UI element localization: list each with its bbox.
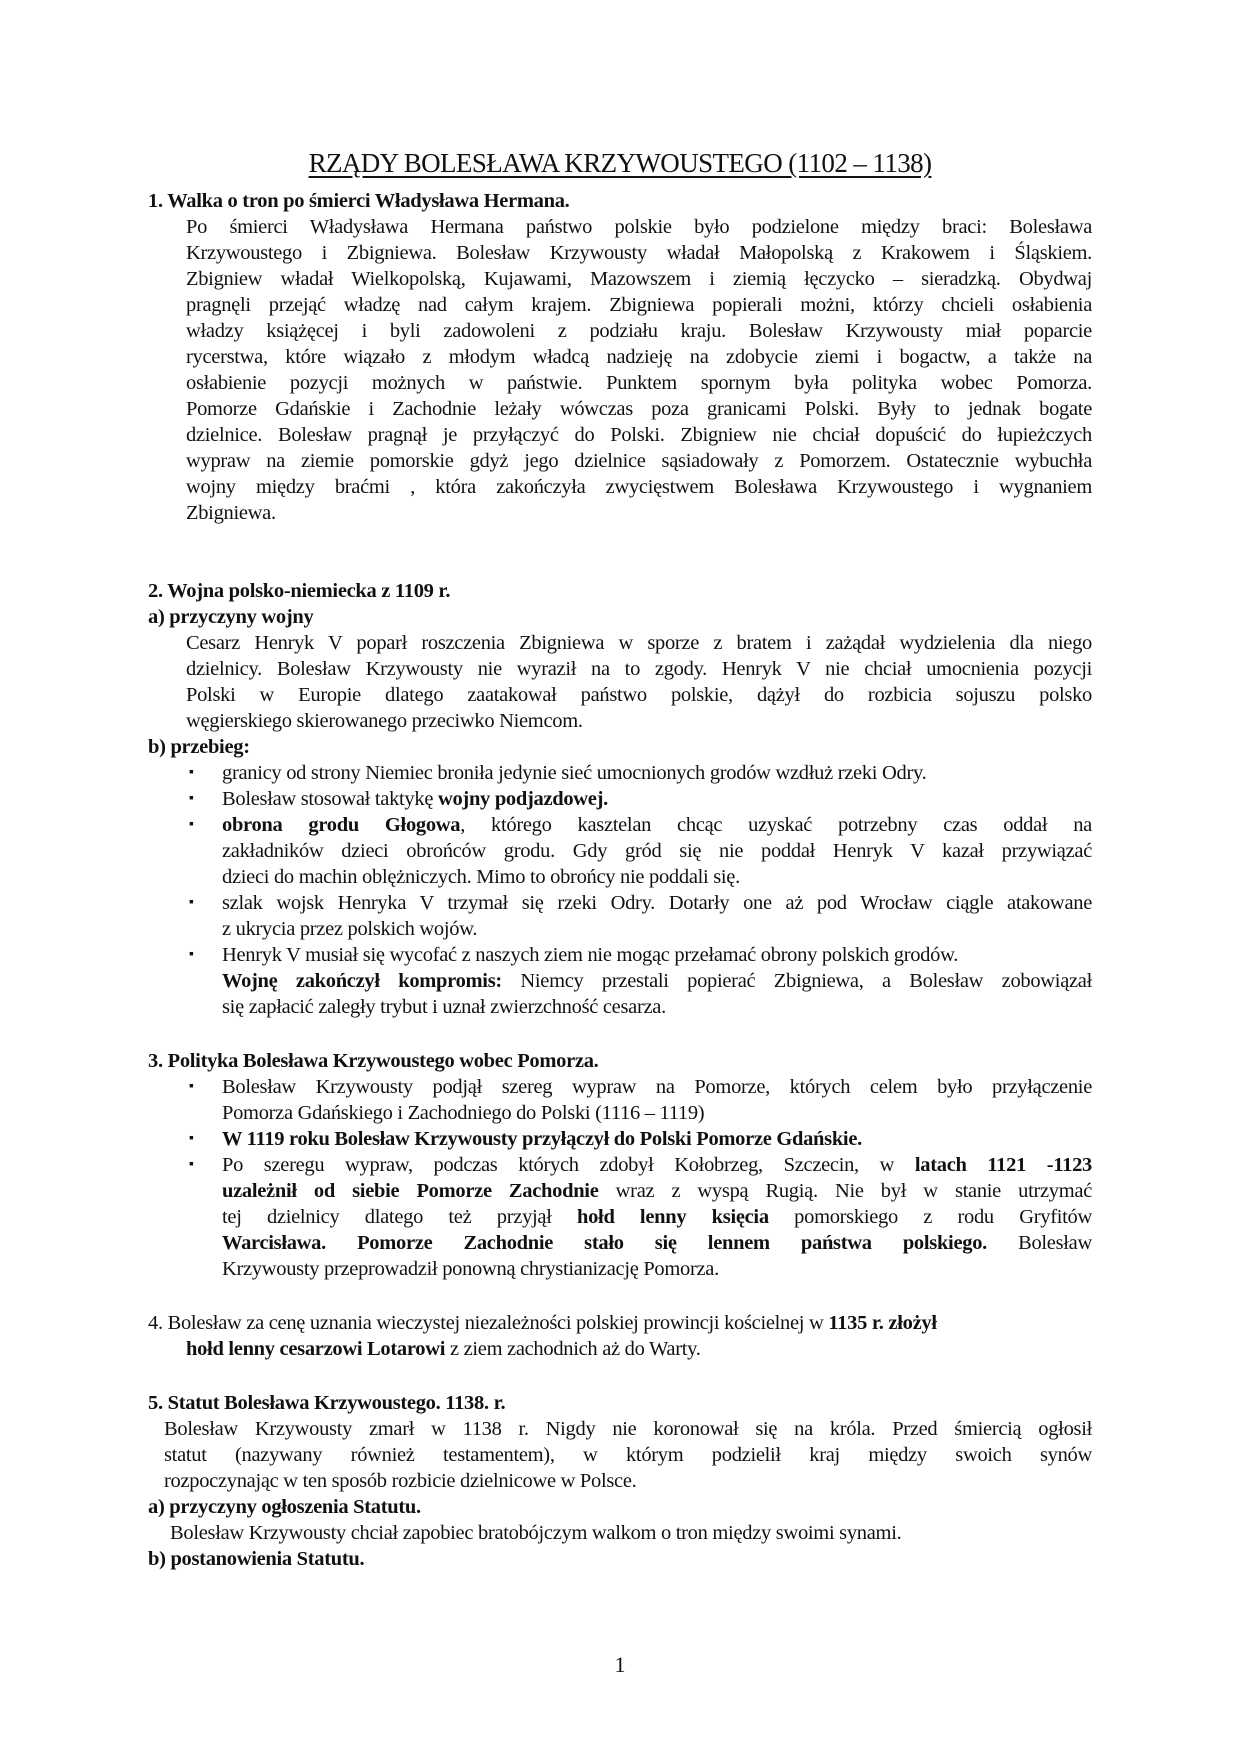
bullet-icon: ▪ (189, 895, 194, 910)
paragraph-line: Zbigniewa. (186, 502, 276, 524)
section-2-heading: 2. Wojna polsko-niemiecka z 1109 r. (148, 580, 451, 602)
bullet-line: Henryk V musiał się wycofać z naszych ziem nie mogąc przełamać obrony polskich grodów. (222, 944, 959, 966)
paragraph-line: Krzywoustego i Zbigniewa. Bolesław Krzywousty władał Małopolską z Krakowem i Śląskiem. (186, 242, 1092, 264)
bullet-line: Po szeregu wypraw, podczas których zdobył Kołobrzeg, Szczecin, w latach 1121 -1123 (222, 1154, 1092, 1176)
section-1-heading: 1. Walka o tron po śmierci Władysława Hermana. (148, 190, 570, 212)
bullet-line: Krzywousty przeprowadził ponowną chrystianizację Pomorza. (222, 1258, 719, 1280)
subheading-b: b) postanowienia Statutu. (148, 1548, 365, 1570)
paragraph-line: dzielnicy. Bolesław Krzywousty nie wyraził na to zgody. Henryk V nie chciał umocnienia pozycji (186, 658, 1092, 680)
bullet-line: Bolesław Krzywousty podjął szereg wypraw na Pomorze, których celem było przyłączenie (222, 1076, 1092, 1098)
bullet-icon: ▪ (189, 817, 194, 832)
subheading-a: a) przyczyny wojny (148, 606, 314, 628)
bullet-icon: ▪ (189, 1157, 194, 1172)
paragraph-line: Pomorze Gdańskie i Zachodnie leżały wówczas poza granicami Polski. Były to jednak bogate (186, 398, 1092, 420)
bullet-icon: ▪ (189, 765, 194, 780)
bullet-line: zakładników dzieci obrońców grodu. Gdy gród się nie poddał Henryk V kazał przywiązać (222, 840, 1092, 862)
section-4-line: hołd lenny cesarzowi Lotarowi z ziem zachodnich aż do Warty. (186, 1338, 701, 1360)
bullet-icon: ▪ (189, 791, 194, 806)
paragraph-line: statut (nazywany również testamentem), w którym podzielił kraj między swoich synów (164, 1444, 1092, 1466)
bullet-line: się zapłacić zaległy trybut i uznał zwierzchność cesarza. (222, 996, 666, 1018)
bullet-line: Wojnę zakończył kompromis: Niemcy przestali popierać Zbigniewa, a Bolesław zobowiązał (222, 970, 1092, 992)
paragraph-line: pragnęli przejąć władzę nad całym krajem. Zbigniewa popierali możni, którzy chcieli osłabienia (186, 294, 1092, 316)
subheading-a: a) przyczyny ogłoszenia Statutu. (148, 1496, 421, 1518)
paragraph-line: dzielnice. Bolesław pragnął je przyłączyć do Polski. Zbigniew nie chciał dopuścić do łupieżczych (186, 424, 1092, 446)
paragraph-line: Cesarz Henryk V poparł roszczenia Zbigniewa w sporze z bratem i zażądał wydzielenia dla niego (186, 632, 1092, 654)
paragraph-line: węgierskiego skierowanego przeciwko Niemcom. (186, 710, 583, 732)
bullet-line: z ukrycia przez polskich wojów. (222, 918, 478, 940)
paragraph-line: rozpoczynając w ten sposób rozbicie dzielnicowe w Polsce. (164, 1470, 637, 1492)
paragraph-line: władzy książęcej i byli zadowoleni z podziału kraju. Bolesław Krzywousty miał poparcie (186, 320, 1092, 342)
bullet-icon: ▪ (189, 1079, 194, 1094)
bullet-line: granicy od strony Niemiec broniła jedynie sieć umocnionych grodów wzdłuż rzeki Odry. (222, 762, 927, 784)
section-3-heading: 3. Polityka Bolesława Krzywoustego wobec Pomorza. (148, 1050, 599, 1072)
page-number: 1 (614, 1652, 626, 1677)
bullet-line: Warcisława. Pomorze Zachodnie stało się lennem państwa polskiego. Bolesław (222, 1232, 1092, 1254)
paragraph-line: wypraw na ziemie pomorskie gdyż jego dzielnice sąsiadowały z Pomorzem. Ostatecznie wybuchła (186, 450, 1092, 472)
paragraph-line: Bolesław Krzywousty zmarł w 1138 r. Nigdy nie koronował się na króla. Przed śmiercią ogłosił (164, 1418, 1092, 1440)
bullet-line: dzieci do machin oblężniczych. Mimo to obrońcy nie poddali się. (222, 866, 740, 888)
bullet-icon: ▪ (189, 947, 194, 962)
page-title: RZĄDY BOLESŁAWA KRZYWOUSTEGO (1102 – 1138) (308, 148, 932, 178)
bullet-line: Pomorza Gdańskiego i Zachodniego do Polski (1116 – 1119) (222, 1102, 705, 1124)
bullet-line: obrona grodu Głogowa, którego kasztelan chcąc uzyskać potrzebny czas oddał na (222, 814, 1092, 836)
paragraph-line: Po śmierci Władysława Hermana państwo polskie było podzielone między braci: Bolesława (186, 216, 1092, 238)
bullet-icon: ▪ (189, 1131, 194, 1146)
bullet-line: Bolesław stosował taktykę wojny podjazdowej. (222, 788, 608, 810)
paragraph-line: Zbigniew władał Wielkopolską, Kujawami, Mazowszem i ziemią łęczycko – sieradzką. Obydwaj (186, 268, 1092, 290)
paragraph-line: rycerstwa, które wiązało z młodym władcą nadzieję na zdobycie ziemi i bogactw, a także na (186, 346, 1092, 368)
paragraph-line: Polski w Europie dlatego zaatakował państwo polskie, dążył do rozbicia sojuszu polsko (186, 684, 1092, 706)
paragraph-line: Bolesław Krzywousty chciał zapobiec bratobójczym walkom o tron między swoimi synami. (170, 1522, 902, 1544)
paragraph-line: wojny między braćmi , która zakończyła zwycięstwem Bolesława Krzywoustego i wygnaniem (186, 476, 1092, 498)
bullet-line: szlak wojsk Henryka V trzymał się rzeki Odry. Dotarły one aż pod Wrocław ciągle atakowane (222, 892, 1092, 914)
bullet-line: uzależnił od siebie Pomorze Zachodnie wraz z wyspą Rugią. Nie był w stanie utrzymać (222, 1180, 1092, 1202)
subheading-b: b) przebieg: (148, 736, 250, 758)
paragraph-line: osłabienie pozycji możnych w państwie. Punktem spornym była polityka wobec Pomorza. (186, 372, 1092, 394)
bullet-line: W 1119 roku Bolesław Krzywousty przyłączył do Polski Pomorze Gdańskie. (222, 1128, 862, 1150)
bullet-line: tej dzielnicy dlatego też przyjął hołd lenny księcia pomorskiego z rodu Gryfitów (222, 1206, 1092, 1228)
section-4-line: 4. Bolesław za cenę uznania wieczystej niezależności polskiej prowincji kościelnej w 1135 r. złożył (148, 1312, 937, 1334)
section-5-heading: 5. Statut Bolesława Krzywoustego. 1138. r. (148, 1392, 506, 1414)
